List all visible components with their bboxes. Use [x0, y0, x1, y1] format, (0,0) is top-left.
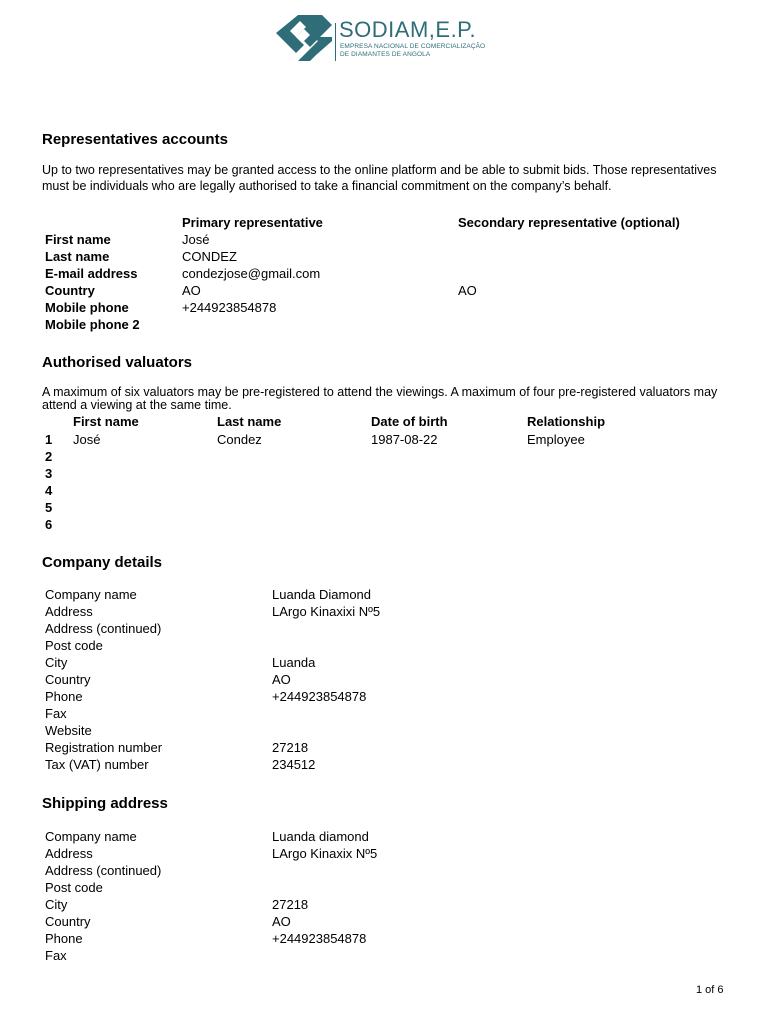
company-label-country: Country — [45, 672, 91, 687]
primary-representative-header: Primary representative — [182, 215, 323, 230]
rep-label-mobile-phone-2: Mobile phone 2 — [45, 317, 140, 332]
company-label-fax: Fax — [45, 706, 67, 721]
logo-divider — [335, 23, 336, 61]
valuator-row-number: 5 — [45, 500, 53, 515]
company-label-address: Address — [45, 604, 93, 619]
shipping-address-heading: Shipping address — [42, 795, 168, 812]
valuator-row-number: 4 — [45, 483, 53, 498]
rep-label-country: Country — [45, 283, 95, 298]
company-value-country: AO — [272, 672, 291, 687]
company-label-website: Website — [45, 723, 92, 738]
rep-label-email: E-mail address — [45, 266, 138, 281]
shipping-label-post-code: Post code — [45, 880, 103, 895]
rep-primary-first-name: José — [182, 232, 210, 247]
company-label-registration-number: Registration number — [45, 740, 163, 755]
shipping-label-address-continued: Address (continued) — [45, 863, 162, 878]
shipping-value-city: 27218 — [272, 897, 309, 912]
secondary-representative-header: Secondary representative (optional) — [458, 215, 680, 230]
shipping-value-phone: +244923854878 — [272, 931, 367, 946]
valuators-heading: Authorised valuators — [42, 354, 193, 371]
shipping-value-company-name: Luanda diamond — [272, 829, 369, 844]
rep-secondary-country: AO — [458, 283, 477, 298]
valuators-header-dob: Date of birth — [371, 414, 448, 429]
rep-label-last-name: Last name — [45, 249, 110, 264]
shipping-label-city: City — [45, 897, 68, 912]
shipping-label-phone: Phone — [45, 931, 83, 946]
shipping-label-fax: Fax — [45, 948, 67, 963]
valuator-dob: 1987-08-22 — [371, 432, 438, 447]
sodiam-logo-icon — [276, 15, 332, 61]
company-value-registration-number: 27218 — [272, 740, 309, 755]
shipping-label-address: Address — [45, 846, 93, 861]
rep-primary-last-name: CONDEZ — [182, 249, 237, 264]
logo-subtitle-line-2: DE DIAMANTES DE ANGOLA — [340, 51, 431, 58]
rep-label-mobile-phone: Mobile phone — [45, 300, 129, 315]
valuator-last-name: Condez — [217, 432, 262, 447]
company-label-phone: Phone — [45, 689, 83, 704]
company-label-post-code: Post code — [45, 638, 103, 653]
company-label-tax-number: Tax (VAT) number — [45, 757, 149, 772]
company-value-address: LArgo Kinaxixi Nº5 — [272, 604, 381, 619]
valuators-intro: A maximum of six valuators may be pre-registered to attend the viewings. A maximum of four pre-registered valuators may attend a viewing at the same time. — [42, 385, 718, 412]
company-details-heading: Company details — [42, 554, 163, 571]
logo-subtitle-line-1: EMPRESA NACIONAL DE COMERCIALIZAÇÃO — [340, 43, 486, 50]
rep-label-first-name: First name — [45, 232, 111, 247]
valuator-row-number: 6 — [45, 517, 53, 532]
logo-brand-text: SODIAM,E.P. — [339, 17, 477, 42]
rep-primary-mobile-phone: +244923854878 — [182, 300, 277, 315]
rep-primary-email: condezjose@gmail.com — [182, 266, 321, 281]
company-value-name: Luanda Diamond — [272, 587, 372, 602]
representatives-intro: Up to two representatives may be granted access to the online platform and be able to submit bids. Those representatives must be individuals who are legally authorised to take a financial commitment on the company’s behalf. — [42, 163, 717, 193]
valuator-row-number: 2 — [45, 449, 53, 464]
page-number: 1 of 6 — [696, 984, 724, 996]
company-logo — [276, 15, 486, 63]
valuator-row-number: 1 — [45, 432, 53, 447]
shipping-label-country: Country — [45, 914, 91, 929]
valuators-header-relationship: Relationship — [527, 414, 606, 429]
company-value-city: Luanda — [272, 655, 316, 670]
shipping-value-address: LArgo Kinaxix Nº5 — [272, 846, 378, 861]
shipping-label-company-name: Company name — [45, 829, 137, 844]
valuator-relationship: Employee — [527, 432, 585, 447]
valuator-first-name: José — [73, 432, 101, 447]
valuators-header-last-name: Last name — [217, 414, 282, 429]
shipping-value-country: AO — [272, 914, 291, 929]
company-label-name: Company name — [45, 587, 137, 602]
company-label-city: City — [45, 655, 68, 670]
company-label-address-continued: Address (continued) — [45, 621, 162, 636]
rep-primary-country: AO — [182, 283, 201, 298]
company-value-tax-number: 234512 — [272, 757, 316, 772]
company-value-phone: +244923854878 — [272, 689, 367, 704]
representatives-heading: Representatives accounts — [42, 131, 228, 148]
valuators-header-first-name: First name — [73, 414, 139, 429]
valuator-row-number: 3 — [45, 466, 53, 481]
